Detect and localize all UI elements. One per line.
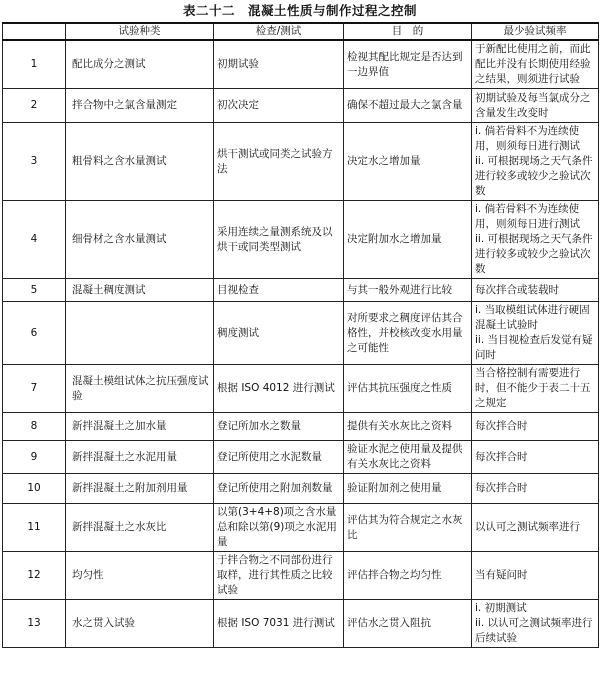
frequency-cell xyxy=(472,441,599,474)
test-type-cell: 新拌混凝土之加水量 xyxy=(66,413,214,441)
check-cell: 初期试验 xyxy=(214,40,344,89)
table-row xyxy=(3,365,599,413)
frequency-line: ii. 以认可之测试频率进行后续试验 xyxy=(475,617,593,644)
row-number: 7 xyxy=(3,365,66,413)
test-type-cell: 新拌混凝土之附加剂用量 xyxy=(66,474,214,504)
check-cell: 以第(3+4+8)项之含水量总和除以第(9)项之水泥用量 xyxy=(214,504,344,552)
row-number: 8 xyxy=(3,413,66,441)
frequency-line: i. 当取模组试体进行硬固混凝土试验时 xyxy=(475,304,590,331)
row-number: 13 xyxy=(3,600,66,648)
frequency-cell xyxy=(472,302,599,365)
frequency-cell xyxy=(472,279,599,302)
table-row xyxy=(3,413,599,441)
header-frequency: 最少验试频率 xyxy=(472,23,599,40)
control-table xyxy=(2,22,599,648)
check-cell: 于拌合物之不同部份进行取样，进行其性质之比较试验 xyxy=(214,552,344,600)
row-number: 1 xyxy=(3,40,66,89)
frequency-line: i. 倘若骨料不为连续使用，则须每日进行测试 xyxy=(475,203,580,230)
row-number: 3 xyxy=(3,123,66,201)
table-row xyxy=(3,302,599,365)
row-number: 4 xyxy=(3,201,66,279)
frequency-cell xyxy=(472,201,599,279)
test-type-cell: 细骨材之含水量测试 xyxy=(66,201,214,279)
test-type-cell: 配比成分之测试 xyxy=(66,40,214,89)
row-number: 12 xyxy=(3,552,66,600)
frequency-line: 每次拌合时 xyxy=(475,450,528,463)
table-body xyxy=(3,40,599,648)
purpose-cell: 评估拌合物之均匀性 xyxy=(344,552,472,600)
header-check: 检查/测试 xyxy=(214,23,344,40)
table-title: 表二十二 混凝土性质与制作过程之控制 xyxy=(182,3,417,18)
check-cell: 登记所使用之水泥数量 xyxy=(214,441,344,474)
purpose-cell: 验证附加剂之使用量 xyxy=(344,474,472,504)
table-row xyxy=(3,600,599,648)
purpose-cell: 决定附加水之增加量 xyxy=(344,201,472,279)
purpose-cell: 评估水之贯入阻抗 xyxy=(344,600,472,648)
row-number: 5 xyxy=(3,279,66,302)
header-test-type: 试验种类 xyxy=(66,23,214,40)
test-type-cell: 拌合物中之氯含量测定 xyxy=(66,89,214,123)
purpose-cell: 检视其配比规定是否达到一边界值 xyxy=(344,40,472,89)
frequency-line: 每次拌合或装载时 xyxy=(475,283,559,296)
frequency-line: 以认可之测试频率进行 xyxy=(475,521,580,533)
check-cell: 采用连续之量测系统及以烘干或同类型测试 xyxy=(214,201,344,279)
purpose-cell: 评估其抗压强度之性质 xyxy=(344,365,472,413)
header-purpose: 目 的 xyxy=(344,23,472,40)
table-row xyxy=(3,504,599,552)
frequency-cell xyxy=(472,552,599,600)
frequency-cell xyxy=(472,89,599,123)
test-type-cell xyxy=(66,302,214,365)
check-cell: 根据 ISO 7031 进行测试 xyxy=(214,600,344,648)
frequency-line: 当有疑问时 xyxy=(475,569,528,581)
check-cell: 根据 ISO 4012 进行测试 xyxy=(214,365,344,413)
row-number: 2 xyxy=(3,89,66,123)
purpose-cell: 确保不超过最大之氯含量 xyxy=(344,89,472,123)
purpose-cell: 验证水泥之使用量及提供有关水灰比之资料 xyxy=(344,441,472,474)
purpose-cell: 与其一般外观进行比较 xyxy=(344,279,472,302)
frequency-line: 每次拌合时 xyxy=(475,420,528,432)
frequency-cell xyxy=(472,600,599,648)
row-number: 11 xyxy=(3,504,66,552)
frequency-cell xyxy=(472,413,599,441)
frequency-cell xyxy=(472,123,599,201)
row-number: 9 xyxy=(3,441,66,474)
frequency-cell xyxy=(472,474,599,504)
check-cell: 初次决定 xyxy=(214,89,344,123)
row-number: 6 xyxy=(3,302,66,365)
check-cell: 目视检查 xyxy=(214,279,344,302)
purpose-cell: 对所要求之稠度评估其合格性，并校核改变水用量之可能性 xyxy=(344,302,472,365)
table-row xyxy=(3,40,599,89)
frequency-cell xyxy=(472,504,599,552)
check-cell: 登记所加水之数量 xyxy=(214,413,344,441)
frequency-line: 初期试验及每当氯成分之含量发生改变时 xyxy=(475,91,591,119)
table-row xyxy=(3,201,599,279)
purpose-cell: 提供有关水灰比之资料 xyxy=(344,413,472,441)
test-type-cell: 均匀性 xyxy=(66,552,214,600)
frequency-line: i. 初期测试 xyxy=(475,602,527,614)
table-row xyxy=(3,123,599,201)
frequency-line: 每次拌合时 xyxy=(475,482,528,494)
test-type-cell: 水之贯入试验 xyxy=(66,600,214,648)
row-number: 10 xyxy=(3,474,66,504)
purpose-cell: 评估其为符合规定之水灰比 xyxy=(344,504,472,552)
table-row xyxy=(3,474,599,504)
check-cell: 登记所使用之附加剂数量 xyxy=(214,474,344,504)
frequency-line: ii. 可根据现场之天气条件进行较多或较少之验试次数 xyxy=(475,155,593,197)
table-row xyxy=(3,279,599,302)
frequency-cell xyxy=(472,40,599,89)
test-type-cell: 新拌混凝土之水灰比 xyxy=(66,504,214,552)
test-type-cell: 混凝土模组试体之抗压强度试验 xyxy=(66,365,214,413)
table-row xyxy=(3,441,599,474)
frequency-line: 于新配比使用之前，而此配比并没有长期使用经验之结果，则须进行试验 xyxy=(475,43,591,85)
table-row xyxy=(3,552,599,600)
check-cell: 烘干测试或同类之试验方法 xyxy=(214,123,344,201)
table-row xyxy=(3,89,599,123)
test-type-cell: 粗骨料之含水量测试 xyxy=(66,123,214,201)
frequency-line: ii. 可根据现场之天气条件进行较多或较少之验试次数 xyxy=(475,233,593,275)
header-row xyxy=(3,23,599,40)
frequency-line: i. 倘若骨料不为连续使用，则须每日进行测试 xyxy=(475,125,580,152)
test-type-cell: 混凝土稠度测试 xyxy=(66,279,214,302)
frequency-line: 当合格控制有需要进行时，但不能少于表二十五之规定 xyxy=(475,367,591,409)
header-number xyxy=(3,23,66,40)
frequency-line: ii. 当目视检查后发觉有疑问时 xyxy=(475,334,593,361)
purpose-cell: 决定水之增加量 xyxy=(344,123,472,201)
test-type-cell: 新拌混凝土之水泥用量 xyxy=(66,441,214,474)
check-cell: 稠度测试 xyxy=(214,302,344,365)
frequency-cell xyxy=(472,365,599,413)
